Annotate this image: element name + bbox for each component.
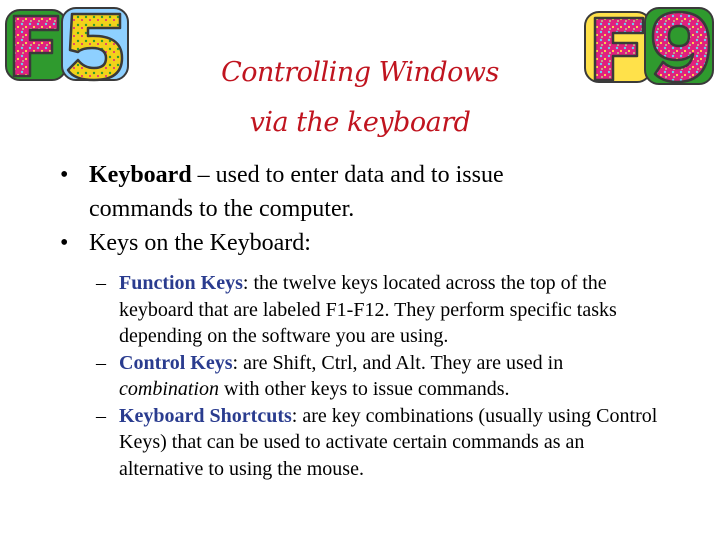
subbullet-keyboard-shortcuts bbox=[0, 403, 659, 483]
bullet-keyboard-term: Keyboard bbox=[89, 162, 192, 188]
slide-body bbox=[0, 158, 720, 482]
dash-icon: – bbox=[96, 272, 106, 294]
bullet-keys bbox=[0, 226, 589, 260]
f9-logo-graphic bbox=[583, 6, 716, 86]
bullet-dot-icon: • bbox=[60, 162, 69, 188]
function-keys-text: : the twelve keys located across the top of the keyboard that are labeled F1-F12. They perform specific tasks depending on the software you are using. bbox=[119, 272, 617, 347]
f5-logo-graphic bbox=[4, 6, 132, 82]
control-keys-text-before: : are Shift, Ctrl, and Alt. They are used in bbox=[232, 351, 564, 374]
dash-icon: – bbox=[96, 351, 106, 374]
bullet-keys-text: Keys on the Keyboard: bbox=[89, 230, 311, 256]
keyboard-shortcuts-text: : are key combinations (usually using Control Keys) that can be used to activate certain commands as an alternative to using the mouse. bbox=[119, 404, 658, 480]
dash-icon: – bbox=[96, 404, 106, 427]
keyboard-shortcuts-term: Keyboard Shortcuts bbox=[119, 404, 292, 427]
function-keys-term: Function Keys bbox=[119, 272, 243, 294]
control-keys-text-after: with other keys to issue commands. bbox=[219, 378, 510, 400]
bullet-dot-icon: • bbox=[60, 230, 69, 256]
title-line-1: Controlling Windows bbox=[221, 57, 499, 88]
control-keys-term: Control Keys bbox=[119, 351, 233, 374]
subbullet-list bbox=[0, 270, 720, 482]
bullet-keyboard bbox=[0, 158, 589, 226]
title-line-2: via the keyboard bbox=[249, 107, 471, 138]
subbullet-function-keys bbox=[0, 270, 659, 350]
f5-logo bbox=[4, 6, 132, 82]
subbullet-control-keys bbox=[0, 350, 659, 403]
f9-logo bbox=[583, 6, 716, 86]
control-keys-italic: combination bbox=[119, 378, 219, 400]
slide-title bbox=[180, 48, 540, 148]
bullet-keyboard-text: – used to enter data and to issue commands to the computer. bbox=[89, 162, 504, 222]
